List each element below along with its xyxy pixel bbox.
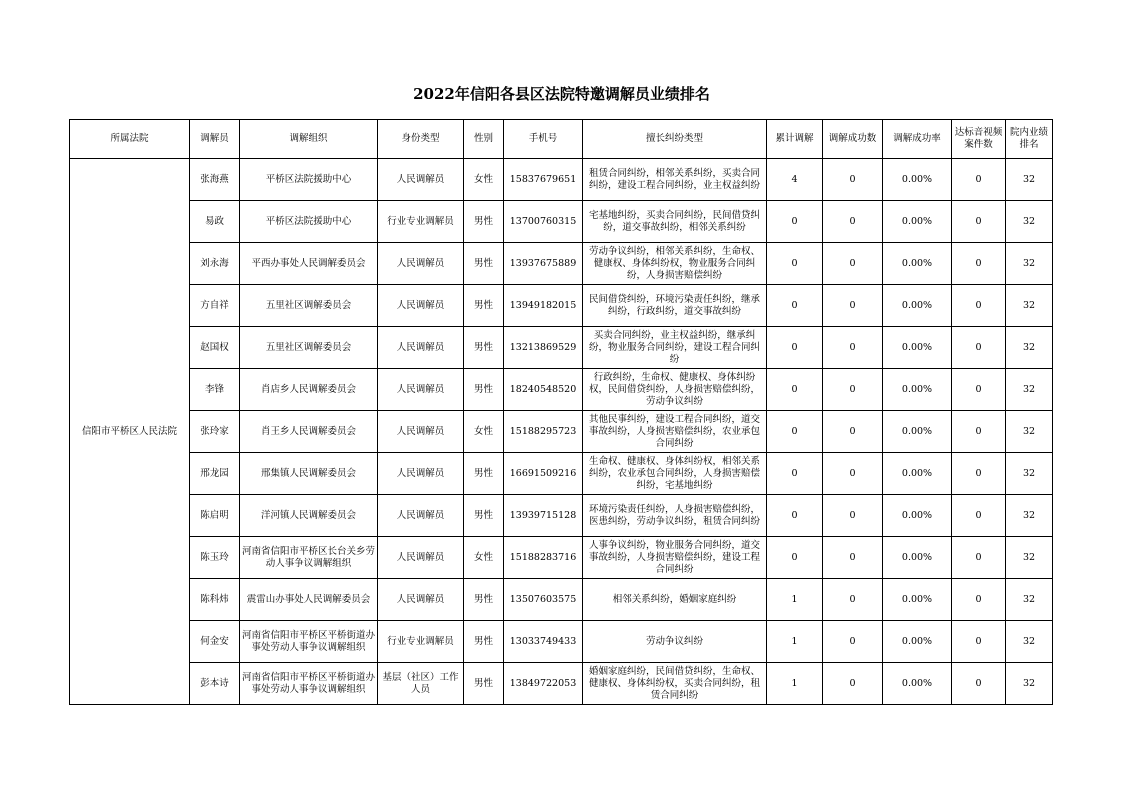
cell-success: 0 [823, 663, 883, 705]
cell-total: 0 [767, 369, 823, 411]
cell-success: 0 [823, 579, 883, 621]
cell-rank: 32 [1006, 411, 1053, 453]
cell-rate: 0.00% [883, 621, 952, 663]
cell-success: 0 [823, 285, 883, 327]
cell-specialty: 买卖合同纠纷，业主权益纠纷，继承纠纷，物业服务合同纠纷，建设工程合同纠纷 [583, 327, 767, 369]
mediator-ranking-table [69, 119, 1053, 705]
cell-rate: 0.00% [883, 159, 952, 201]
table-row [70, 579, 1053, 621]
cell-phone: 15188283716 [504, 537, 583, 579]
cell-total: 1 [767, 663, 823, 705]
cell-phone: 15837679651 [504, 159, 583, 201]
cell-specialty: 宅基地纠纷，买卖合同纠纷，民间借贷纠纷，道交事故纠纷，相邻关系纠纷 [583, 201, 767, 243]
cell-success: 0 [823, 369, 883, 411]
cell-gender: 男性 [464, 285, 504, 327]
header-identity: 身份类型 [378, 120, 464, 159]
header-gender: 性别 [464, 120, 504, 159]
cell-specialty: 人事争议纠纷，物业服务合同纠纷，道交事故纠纷，人身损害赔偿纠纷，建设工程合同纠纷 [583, 537, 767, 579]
cell-phone: 16691509216 [504, 453, 583, 495]
cell-phone: 13700760315 [504, 201, 583, 243]
cell-rate: 0.00% [883, 201, 952, 243]
cell-mediator: 刘永海 [190, 243, 240, 285]
cell-total: 0 [767, 327, 823, 369]
cell-gender: 女性 [464, 537, 504, 579]
cell-rank: 32 [1006, 621, 1053, 663]
cell-rate: 0.00% [883, 369, 952, 411]
cell-mediator: 张海燕 [190, 159, 240, 201]
cell-identity: 人民调解员 [378, 285, 464, 327]
cell-total: 0 [767, 285, 823, 327]
header-success: 调解成功数 [823, 120, 883, 159]
header-row [70, 120, 1053, 159]
cell-rank: 32 [1006, 159, 1053, 201]
cell-org: 肖店乡人民调解委员会 [240, 369, 378, 411]
table-row [70, 159, 1053, 201]
cell-specialty: 生命权、健康权、身体纠纷权，相邻关系纠纷，农业承包合同纠纷，人身损害赔偿纠纷，宅基地纠纷 [583, 453, 767, 495]
cell-rate: 0.00% [883, 537, 952, 579]
cell-video: 0 [952, 243, 1006, 285]
cell-identity: 人民调解员 [378, 453, 464, 495]
cell-rank: 32 [1006, 327, 1053, 369]
header-mediator: 调解员 [190, 120, 240, 159]
cell-mediator: 张玲家 [190, 411, 240, 453]
header-specialty: 擅长纠纷类型 [583, 120, 767, 159]
cell-video: 0 [952, 621, 1006, 663]
cell-rank: 32 [1006, 369, 1053, 411]
cell-rank: 32 [1006, 453, 1053, 495]
cell-specialty: 劳动争议纠纷 [583, 621, 767, 663]
cell-gender: 男性 [464, 621, 504, 663]
cell-rate: 0.00% [883, 285, 952, 327]
cell-rank: 32 [1006, 495, 1053, 537]
cell-identity: 人民调解员 [378, 579, 464, 621]
cell-total: 0 [767, 243, 823, 285]
table-body [70, 159, 1053, 705]
cell-video: 0 [952, 579, 1006, 621]
cell-gender: 男性 [464, 495, 504, 537]
cell-mediator: 陈玉玲 [190, 537, 240, 579]
cell-video: 0 [952, 411, 1006, 453]
header-total: 累计调解 [767, 120, 823, 159]
cell-rank: 32 [1006, 579, 1053, 621]
cell-success: 0 [823, 411, 883, 453]
cell-identity: 人民调解员 [378, 159, 464, 201]
cell-gender: 男性 [464, 243, 504, 285]
cell-org: 河南省信阳市平桥区平桥街道办事处劳动人事争议调解组织 [240, 621, 378, 663]
cell-rate: 0.00% [883, 327, 952, 369]
cell-success: 0 [823, 201, 883, 243]
table-row [70, 495, 1053, 537]
cell-specialty: 环境污染责任纠纷，人身损害赔偿纠纷，医患纠纷，劳动争议纠纷，租赁合同纠纷 [583, 495, 767, 537]
cell-phone: 13939715128 [504, 495, 583, 537]
table-row [70, 243, 1053, 285]
cell-total: 0 [767, 495, 823, 537]
cell-identity: 人民调解员 [378, 369, 464, 411]
cell-rate: 0.00% [883, 453, 952, 495]
cell-video: 0 [952, 495, 1006, 537]
cell-org: 震雷山办事处人民调解委员会 [240, 579, 378, 621]
cell-phone: 18240548520 [504, 369, 583, 411]
cell-video: 0 [952, 537, 1006, 579]
cell-specialty: 劳动争议纠纷，相邻关系纠纷，生命权、健康权、身体纠纷权，物业服务合同纠纷，人身损害赔偿纠纷 [583, 243, 767, 285]
cell-gender: 男性 [464, 327, 504, 369]
cell-identity: 人民调解员 [378, 327, 464, 369]
cell-gender: 男性 [464, 453, 504, 495]
cell-gender: 男性 [464, 663, 504, 705]
cell-rank: 32 [1006, 537, 1053, 579]
cell-gender: 男性 [464, 579, 504, 621]
cell-identity: 行业专业调解员 [378, 201, 464, 243]
cell-org: 河南省信阳市平桥区长台关乡劳动人事争议调解组织 [240, 537, 378, 579]
cell-video: 0 [952, 453, 1006, 495]
cell-gender: 男性 [464, 201, 504, 243]
cell-mediator: 方自祥 [190, 285, 240, 327]
cell-org: 河南省信阳市平桥区平桥街道办事处劳动人事争议调解组织 [240, 663, 378, 705]
cell-success: 0 [823, 537, 883, 579]
cell-rank: 32 [1006, 201, 1053, 243]
cell-phone: 13949182015 [504, 285, 583, 327]
cell-total: 1 [767, 579, 823, 621]
table-row [70, 537, 1053, 579]
cell-rate: 0.00% [883, 663, 952, 705]
cell-rate: 0.00% [883, 243, 952, 285]
cell-success: 0 [823, 453, 883, 495]
cell-phone: 15188295723 [504, 411, 583, 453]
cell-court: 信阳市平桥区人民法院 [70, 159, 190, 705]
cell-gender: 女性 [464, 411, 504, 453]
cell-phone: 13213869529 [504, 327, 583, 369]
table-row [70, 663, 1053, 705]
cell-org: 平桥区法院援助中心 [240, 159, 378, 201]
cell-total: 0 [767, 201, 823, 243]
page-title: 2022年信阳各县区法院特邀调解员业绩排名 [413, 85, 710, 103]
table-row [70, 621, 1053, 663]
cell-org: 平桥区法院援助中心 [240, 201, 378, 243]
cell-video: 0 [952, 327, 1006, 369]
table-row [70, 285, 1053, 327]
cell-video: 0 [952, 159, 1006, 201]
cell-rate: 0.00% [883, 495, 952, 537]
header-court: 所属法院 [70, 120, 190, 159]
cell-rate: 0.00% [883, 579, 952, 621]
cell-org: 五里社区调解委员会 [240, 327, 378, 369]
cell-mediator: 彭本诗 [190, 663, 240, 705]
cell-mediator: 何金安 [190, 621, 240, 663]
cell-org: 平西办事处人民调解委员会 [240, 243, 378, 285]
cell-success: 0 [823, 621, 883, 663]
header-video: 达标音视频案件数 [952, 120, 1006, 159]
cell-identity: 行业专业调解员 [378, 621, 464, 663]
cell-video: 0 [952, 663, 1006, 705]
cell-gender: 男性 [464, 369, 504, 411]
header-org: 调解组织 [240, 120, 378, 159]
cell-identity: 人民调解员 [378, 411, 464, 453]
table-row [70, 369, 1053, 411]
cell-success: 0 [823, 243, 883, 285]
cell-mediator: 李锋 [190, 369, 240, 411]
cell-specialty: 行政纠纷，生命权、健康权、身体纠纷权，民间借贷纠纷，人身损害赔偿纠纷，劳动争议纠纷 [583, 369, 767, 411]
cell-video: 0 [952, 285, 1006, 327]
cell-identity: 人民调解员 [378, 495, 464, 537]
cell-success: 0 [823, 159, 883, 201]
cell-phone: 13033749433 [504, 621, 583, 663]
cell-specialty: 相邻关系纠纷，婚姻家庭纠纷 [583, 579, 767, 621]
cell-rank: 32 [1006, 243, 1053, 285]
cell-rate: 0.00% [883, 411, 952, 453]
cell-phone: 13507603575 [504, 579, 583, 621]
cell-mediator: 邢龙园 [190, 453, 240, 495]
cell-total: 0 [767, 453, 823, 495]
cell-org: 邢集镇人民调解委员会 [240, 453, 378, 495]
cell-rank: 32 [1006, 285, 1053, 327]
cell-mediator: 赵国权 [190, 327, 240, 369]
cell-identity: 基层（社区）工作人员 [378, 663, 464, 705]
cell-identity: 人民调解员 [378, 537, 464, 579]
cell-specialty: 租赁合同纠纷，相邻关系纠纷，买卖合同纠纷，建设工程合同纠纷，业主权益纠纷 [583, 159, 767, 201]
cell-total: 0 [767, 411, 823, 453]
cell-success: 0 [823, 495, 883, 537]
cell-mediator: 陈启明 [190, 495, 240, 537]
table-row [70, 201, 1053, 243]
cell-total: 1 [767, 621, 823, 663]
cell-org: 五里社区调解委员会 [240, 285, 378, 327]
cell-mediator: 易政 [190, 201, 240, 243]
cell-total: 0 [767, 537, 823, 579]
cell-specialty: 其他民事纠纷，建设工程合同纠纷，道交事故纠纷，人身损害赔偿纠纷，农业承包合同纠纷 [583, 411, 767, 453]
cell-specialty: 婚姻家庭纠纷，民间借贷纠纷，生命权、健康权、身体纠纷权，买卖合同纠纷，租赁合同纠纷 [583, 663, 767, 705]
cell-org: 洋河镇人民调解委员会 [240, 495, 378, 537]
header-phone: 手机号 [504, 120, 583, 159]
table-row [70, 453, 1053, 495]
cell-success: 0 [823, 327, 883, 369]
cell-gender: 女性 [464, 159, 504, 201]
cell-org: 肖王乡人民调解委员会 [240, 411, 378, 453]
table-row [70, 327, 1053, 369]
cell-rank: 32 [1006, 663, 1053, 705]
header-rate: 调解成功率 [883, 120, 952, 159]
header-rank: 院内业绩排名 [1006, 120, 1053, 159]
cell-specialty: 民间借贷纠纷，环境污染责任纠纷，继承纠纷，行政纠纷，道交事故纠纷 [583, 285, 767, 327]
cell-phone: 13849722053 [504, 663, 583, 705]
cell-identity: 人民调解员 [378, 243, 464, 285]
cell-total: 4 [767, 159, 823, 201]
cell-video: 0 [952, 369, 1006, 411]
cell-phone: 13937675889 [504, 243, 583, 285]
cell-mediator: 陈科炜 [190, 579, 240, 621]
table-row [70, 411, 1053, 453]
cell-video: 0 [952, 201, 1006, 243]
